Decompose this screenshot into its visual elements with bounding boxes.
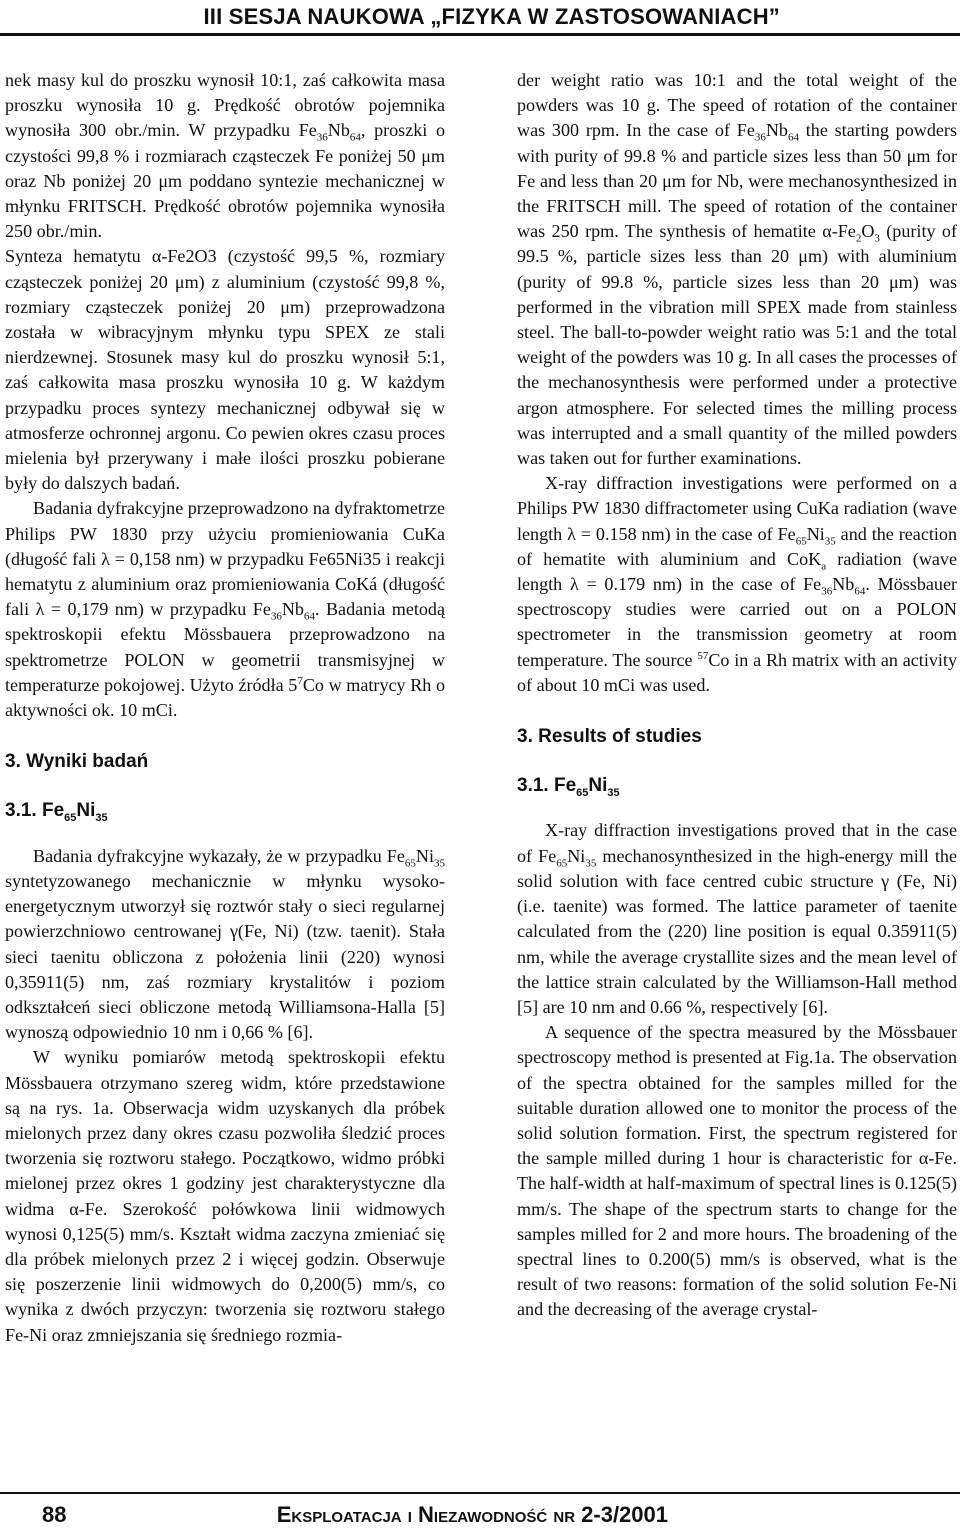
- paragraph: nek masy kul do proszku wynosił 10:1, zaś całkowita masa proszku wynosiła 10 g. Prędkość obrotów pojemnika wynosiła 300 obr./min. W przypadku $Fe_{36}Nb_{64}$, proszki o czystości 99,8 % i rozmiarach cząsteczek Fe poniżej 50 μm oraz Nb poniżej 20 μm poddano syntezie mechanicznej w młynku FRITSCH. Prędkość obrotów pojemnika wynosiła 250 obr./min.: [5, 70, 445, 242]
- english-column: [517, 68, 957, 1323]
- paragraph: Badania dyfrakcyjne wykazały, że w przypadku $Fe_{65}Ni_{35}$ syntetyzowanego mechanicznie w młynku wysoko-energetycznym utworzył się roztwór stały o sieci regularnej powierzchniowo centrowanej γ(Fe, Ni) (tzw. taenit). Stała sieci taenitu obliczona z położenia linii (220) wynosi 0,35911(5) nm, zaś rozmiary krystalitów i poziom odkształceń sieci obliczone metodą Williamsona-Halla [5] wynoszą odpowiednio 10 nm i 0,66 % [6].: [5, 845, 445, 1043]
- paragraph: X-ray diffraction investigations were performed on a Philips PW 1830 diffractometer using CuKa radiation (wave length λ = 0.158 nm) in the case of $Fe_{65}Ni_{35}$ and the reaction of hematite with aluminium and CoK$_a$ radiation (wave length λ = 0.179 nm) in the case of $Fe_{36}Nb_{64}$. Mössbauer spectroscopy studies were carried out on a POLON spectrometer in the transmission geometry at room temperature. The source $^{57}$Co in a Rh matrix with an activity of about 10 mCi was used.: [517, 473, 958, 695]
- paragraph: A sequence of the spectra measured by the Mössbauer spectroscopy method is presented at Fig.1a. The observation of the spectra obtained for the samples milled for the suitable duration allowed one to monitor the process of the solid solution formation. First, the spectrum registered for the sample milled during 1 hour is characteristic for α-Fe. The half-width at half-maximum of spectral lines is 0.125(5) mm/s. The shape of the spectrum starts to change for the samples milled for 2 and more hours. The broadening of the spectral lines to 0.200(5) mm/s is observed, what is the result of two reasons: formation of the solid solution Fe-Ni and the decreasing of the average crystal-: [517, 1022, 957, 1320]
- subsection-heading: 3.1. $Fe_{65}Ni_{35}$: [517, 775, 620, 800]
- polish-column: [5, 68, 445, 1348]
- journal-name: Eksploatacja i Niezawodność nr 2-3/2001: [276, 1502, 668, 1527]
- paragraph: Badania dyfrakcyjne przeprowadzono na dyfraktometrze Philips PW 1830 przy użyciu promieniowania CuKa (długość fali λ = 0,158 nm) w przypadku Fe65Ni35 i reakcji hematytu z aluminium oraz promieniowania CoKá (długość fali λ = 0,179 nm) w przypadku $Fe_{36}Nb_{64}$. Badania metodą spektroskopii efektu Mössbauera przeprowadzono na spektrometrze POLON w geometrii transmisyjnej w temperaturze pokojowej. Użyto źródła $5^7Co$ w matrycy Rh o aktywności ok. 10 mCi.: [5, 498, 446, 721]
- page-number: 88: [42, 1502, 67, 1527]
- paragraph: W wyniku pomiarów metodą spektroskopii efektu Mössbauera otrzymano szereg widm, które przedstawione są na rys. 1a. Obserwacja widm uzyskanych dla próbek mielonych przez dany okres czasu pozwoliła śledzić proces tworzenia się roztworu stałego. Początkowo, widmo próbki mielonej przez okres 1 godziny jest charakterystyczne dla widma α-Fe. Szerokość połówkowa linii widmowych wynosi 0,125(5) mm/s. Kształt widma zaczyna zmieniać się dla próbek mielonych przez 2 i więcej godzin. Obserwuje się poszerzenie linii widmowych do 0,200(5) mm/s, co wynika z dwóch przyczyn: tworzenia się roztworu stałego Fe-Ni oraz zmniejszania się średniego rozmia-: [5, 1047, 445, 1345]
- conference-title: III SESJA NAUKOWA „FIZYKA W ZASTOSOWANIACH”: [203, 4, 780, 29]
- paragraph: der weight ratio was 10:1 and the total weight of the powders was 10 g. The speed of rotation of the container was 300 rpm. In the case of $Fe_{36}Nb_{64}$ the starting powders with purity of 99.8 % and particle sizes less than 50 μm for Fe and less than 20 μm for Nb, were mechanosynthesized in the FRITSCH mill. The speed of rotation of the container was 250 rpm. The synthesis of hematite $\alpha-Fe_2O_3$ (purity of 99.5 %, particle sizes less than 20 μm) with aluminium (purity of 99.8 %, particle sizes less than 20 μm) was performed in the vibration mill SPEX made from stainless steel. The ball-to-powder weight ratio was 5:1 and the total weight of the powders was 10 g. In all cases the processes of the mechanosynthesis were performed under a protective argon atmosphere. For selected times the milling process was interrupted and a small quantity of the milled powders was taken out for further examinations.: [517, 70, 957, 469]
- paragraph: Synteza hematytu α-Fe2O3 (czystość 99,5 %, rozmiary cząsteczek poniżej 20 μm) z aluminium (czystość 99,8 %, rozmiary cząsteczek poniżej 20 μm) przeprowadzona została w wibracyjnym młynku typu SPEX ze stali nierdzewnej. Stosunek masy kul do proszku wynosił 5:1, zaś całkowita masa proszku wynosiła 10 g. W każdym przypadku proces syntezy mechanicznej odbywał się w atmosferze ochronnej argonu. Co pewien okres czasu proces mielenia był przerywany i małe ilości proszku pobierane były do dalszych badań.: [5, 246, 445, 494]
- section-heading: 3. Wyniki badań: [5, 751, 149, 773]
- subsection-heading: 3.1. $Fe_{65}Ni_{35}$: [5, 800, 108, 825]
- page-header: [0, 0, 960, 36]
- footer-rule: [0, 1492, 960, 1494]
- paragraph: X-ray diffraction investigations proved that in the case of $Fe_{65}Ni_{35}$ mechanosynthesized in the high-energy mill the solid solution with face centred cubic structure γ (Fe, Ni) (i.e. taenite) was formed. The lattice parameter of taenite calculated from the (220) line position is equal 0.35911(5) nm, while the average crystallite sizes and the mean level of the lattice strain calculated by the Williamson-Hall method [5] are 10 nm and 0.66 %, respectively [6].: [517, 820, 957, 1017]
- header-rule: [0, 33, 960, 36]
- page-footer: [0, 1492, 960, 1533]
- section-heading: 3. Results of studies: [517, 726, 702, 748]
